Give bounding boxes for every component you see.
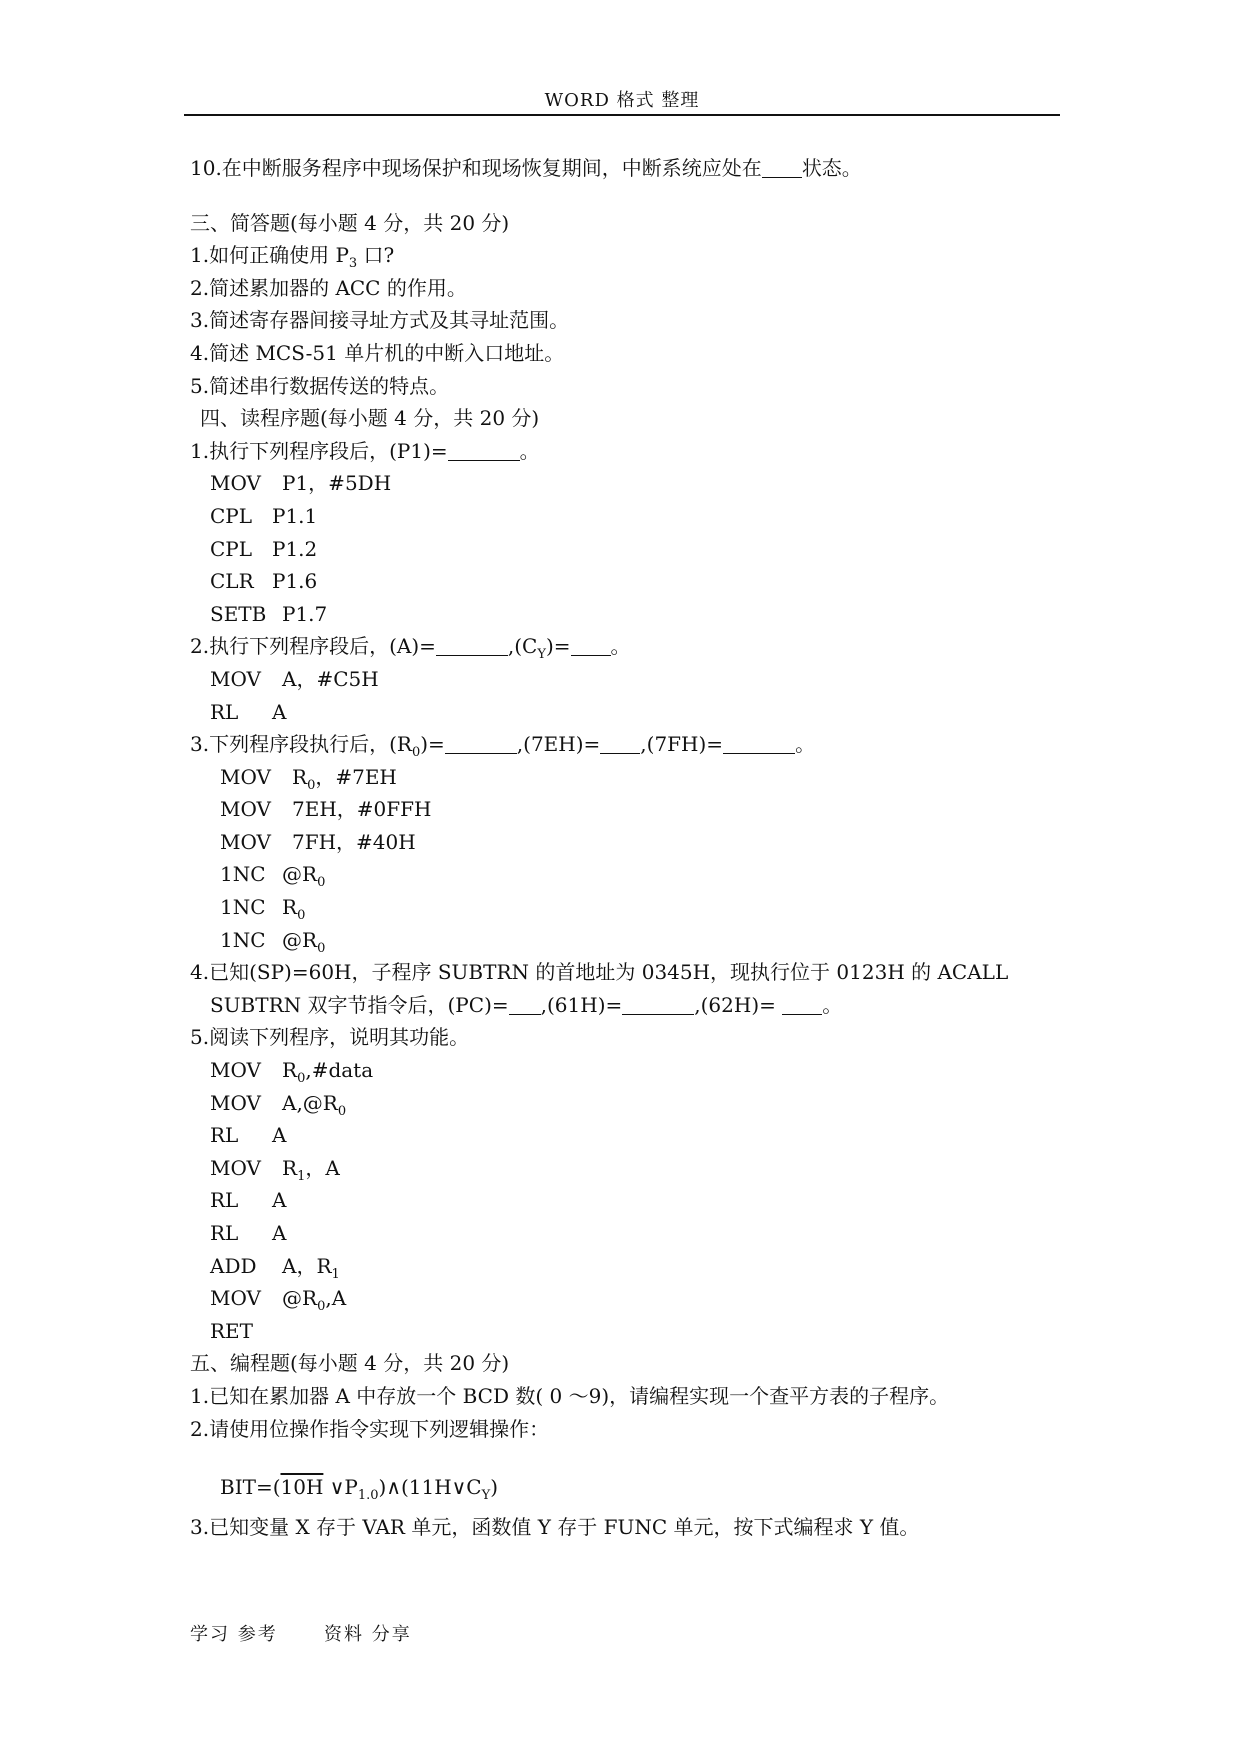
header-rule — [184, 114, 1060, 116]
logic-formula: BIT=(10H $\vee P_{1.0})\wedge(11H\vee C_Y)$ — [220, 1475, 499, 1504]
code-line: 1NC $@R_0$ — [220, 927, 326, 956]
read-program-3: 3.下列程序段执行后，$(R_0)= ,(7EH)= ,(7FH)=$ 。 — [190, 732, 816, 761]
answer-blank — [445, 733, 517, 754]
code-line: CLR P1.6 — [210, 569, 318, 594]
answer-blank — [448, 440, 520, 461]
answer-blank — [762, 157, 802, 178]
code-line: MOV $R_0$，#7EH — [220, 764, 397, 793]
short-answer-4: 4.简述 MCS-51 单片机的中断入口地址。 — [190, 340, 565, 365]
read-program-5: 5.阅读下列程序，说明其功能。 — [190, 1025, 470, 1050]
short-answer-1: 1.如何正确使用 $P_3$ 口? — [190, 243, 395, 272]
answer-blank — [571, 635, 611, 656]
code-line: SETB P1.7 — [210, 601, 328, 626]
code-line: RL A — [210, 699, 287, 724]
answer-blank — [600, 733, 640, 754]
document-body — [190, 152, 1060, 1544]
answer-blank — [436, 635, 508, 656]
programming-3: 3.已知变量 X 存于 VAR 单元，函数值 Y 存于 FUNC 单元，按下式编程求 Y 值。 — [190, 1515, 920, 1540]
read-program-4-line-2: SUBTRN 双字节指令后，(PC)= ,(61H)= ,(62H)= 。 — [210, 992, 843, 1017]
section-4-heading: 四、读程序题(每小题 4 分，共 20 分) — [200, 406, 540, 431]
short-answer-3: 3.简述寄存器间接寻址方式及其寻址范围。 — [190, 308, 570, 333]
code-line: 1NC $@R_0$ — [220, 862, 326, 891]
code-line: MOV $A,@R_0$ — [210, 1090, 347, 1119]
code-line: MOV $R_0,\#data$ — [210, 1058, 374, 1087]
section-3-heading: 三、简答题(每小题 4 分，共 20 分) — [190, 210, 510, 235]
code-line: MOV A，#C5H — [210, 666, 379, 691]
code-line: MOV 7EH，#0FFH — [220, 797, 432, 822]
code-line: 1NC $R_0$ — [220, 895, 306, 924]
code-line: RET — [210, 1318, 253, 1343]
programming-2: 2.请使用位操作指令实现下列逻辑操作： — [190, 1416, 550, 1441]
short-answer-5: 5.简述串行数据传送的特点。 — [190, 373, 450, 398]
answer-blank — [723, 733, 795, 754]
code-line: MOV $R_1$，A — [210, 1155, 340, 1184]
code-line: ADD A，$R_1$ — [210, 1253, 340, 1282]
page-footer: 学习 参考 资料 分享 — [190, 1624, 412, 1645]
code-line: RL A — [210, 1188, 287, 1213]
question-10 — [190, 152, 1060, 185]
answer-blank — [782, 994, 822, 1015]
q10-end: 状态。 — [801, 156, 862, 180]
code-line: CPL P1.2 — [210, 536, 318, 561]
q10-text: 10.在中断服务程序中现场保护和现场恢复期间，中断系统应处在 — [190, 156, 762, 180]
programming-1: 1.已知在累加器 A 中存放一个 BCD 数( 0 ～9)，请编程实现一个查平方表的子程序。 — [190, 1383, 950, 1408]
read-program-2: 2.执行下列程序段后，$(A)= ,(C_Y)=$ 。 — [190, 634, 631, 663]
code-line: MOV P1，#5DH — [210, 471, 392, 496]
code-line: RL A — [210, 1221, 287, 1245]
short-answer-2: 2.简述累加器的 ACC 的作用。 — [190, 275, 467, 300]
answer-blank — [622, 994, 694, 1015]
code-line: MOV $@R_0,A$ — [210, 1286, 347, 1315]
code-line: RL A — [210, 1123, 287, 1148]
read-program-1: 1.执行下列程序段后，(P1)= 。 — [190, 438, 540, 463]
section-5-heading: 五、编程题(每小题 4 分，共 20 分) — [190, 1351, 510, 1376]
read-program-4-line-1: 4.已知(SP)=60H，子程序 SUBTRN 的首地址为 0345H，现执行位于 0123H 的 ACALL — [190, 960, 1009, 985]
code-line: CPL P1.1 — [210, 503, 318, 528]
code-line: MOV 7FH，#40H — [220, 829, 416, 854]
page-header: WORD 格式 整理 — [544, 90, 700, 111]
answer-blank — [509, 994, 541, 1015]
